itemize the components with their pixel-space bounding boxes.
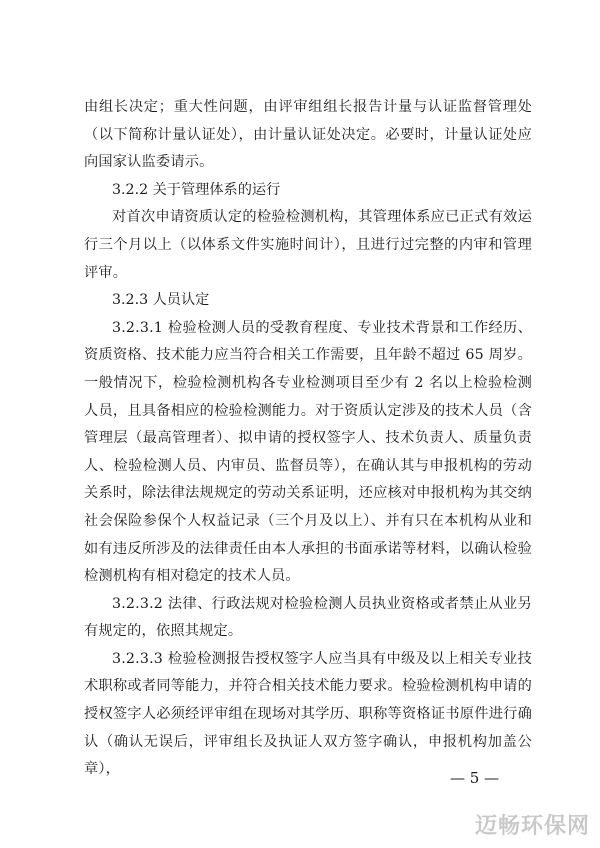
paragraph-3-2-3-3: 3.2.3.3 检验检测报告授权签字人应当具有中级及以上相关专业技术职称或者同等能力，并符合相关技术能力要求。检验检测机构申请的授权签字人必须经评审组在现场对其学历、职称等资格证书原件进行确认（确认无误后，评审组长及执证人双方签字确认，申报机构加盖公章）， [84,650,532,778]
section-heading-3-2-2: 3.2.2 关于管理体系的运行 [112,181,281,198]
page-number: — 5 — [450,769,500,787]
paragraph-3-2-3-1: 3.2.3.1 检验检测人员的受教育程度、专业技术背景和工作经历、资质资格、技术能力应当符合相关工作需要，且年龄不超过 65 周岁。一般情况下，检验检测机构各专业检测项目至少有 2 名以上检验检测人员，且具备相应的检验检测能力。对于资质认定涉及的技术人员（含管理层（最高管理者）、拟申请的授权签字人、技术负责人、质量负责人、检验检测人员、内审员、监督员等），在确认其与申报机构的劳动关系时，除法律法规规定的劳动关系证明，还应核对申报机构为其交纳社会保险参保个人权益记录（三个月及以上）、并有只在本机构从业和如有违反所涉及的法律责任由本人承担的书面承诺等材料，以确认检验检测机构有相对稳定的技术人员。 [84,319,532,585]
paragraph-3-2-3-2: 3.2.3.2 法律、行政法规对检验检测人员执业资格或者禁止从业另有规定的，依照其规定。 [84,595,532,640]
paragraph-continuation: 由组长决定；重大性问题，由评审组组长报告计量与认证监督管理处（以下简称计量认证处），由计量认证处决定。必要时，计量认证处应向国家认监委请示。 [84,99,532,171]
section-heading-3-2-3: 3.2.3 人员认定 [112,292,210,309]
document-body [84,94,532,784]
paragraph-management-system: 对首次申请资质认定的检验检测机构，其管理体系应已正式有效运行三个月以上（以体系文件实施时间计），且进行过完整的内审和管理评审。 [84,209,532,281]
site-watermark: 迈畅环保网 [474,814,590,839]
